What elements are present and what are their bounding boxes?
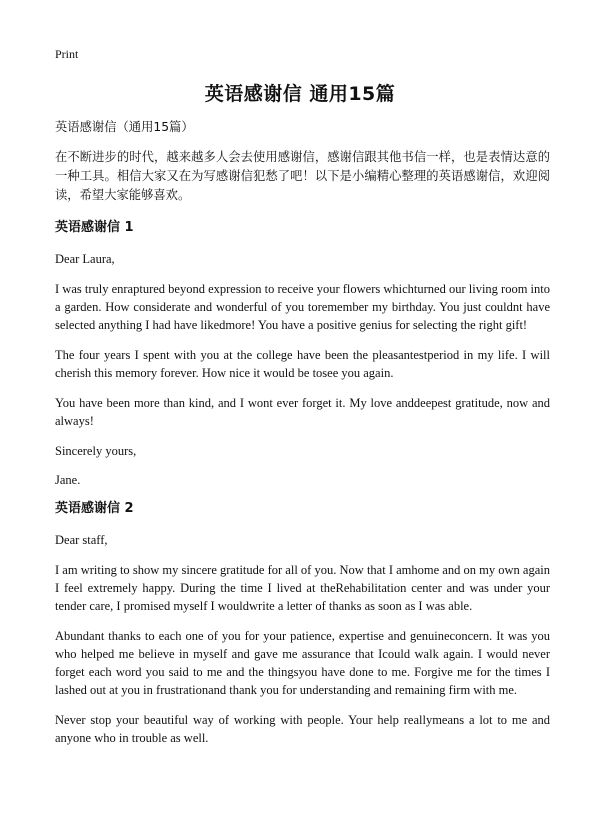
document-body	[55, 118, 550, 759]
letter-2-salutation: Dear staff,	[55, 533, 108, 547]
letter-1-salutation: Dear Laura,	[55, 252, 115, 266]
letter-2-paragraph-3: Never stop your beautiful way of working with people. Your help reallymeans a lot to me and anyone who in trouble as well.	[55, 713, 550, 745]
letter-2	[55, 500, 550, 747]
letter-1-paragraph-1: I was truly enraptured beyond expression to receive your flowers whichturned our living room into a garden. How considerate and wonderful of you toremember my birthday. You just couldnt have selected anything I had have likedmore! You have a positive genius for selecting the right gift!	[55, 282, 551, 332]
letter-1-paragraph-2: The four years I spent with you at the college have been the pleasantestperiod in my life. I will cherish this memory forever. How nice it would be tosee you again.	[55, 348, 550, 380]
document-subtitle: 英语感谢信（通用15篇）	[55, 120, 194, 134]
letter-2-heading: 英语感谢信 2	[55, 501, 134, 516]
letter-2-paragraph-1: I am writing to show my sincere gratitude for all of you. Now that I amhome and on my own again I feel extremely happy. During the time I lived at theRehabilitation center and was under your tender care, I promised myself I wouldwrite a letter of thanks as soon as I was able.	[55, 563, 550, 613]
letter-2-paragraph-2: Abundant thanks to each one of you for your patience, expertise and genuineconcern. It was you who helped me believe in myself and gave me assurance that Icould walk again. I would never forget each word you said to me and the thingsyou have done to me. Forgive me for the times I lashed out at you in frustrationand thank you for understanding and remaining firm with me.	[55, 629, 550, 697]
letter-1-heading: 英语感谢信 1	[55, 220, 134, 235]
letter-1	[55, 219, 550, 489]
letter-1-signature: Jane.	[55, 473, 81, 487]
intro-paragraph: 在不断进步的时代，越来越多人会去使用感谢信，感谢信跟其他书信一样，也是表情达意的一种工具。相信大家又在为写感谢信犯愁了吧！以下是小编精心整理的英语感谢信，欢迎阅读，希望大家能够喜欢。	[55, 150, 550, 202]
letter-1-closing: Sincerely yours,	[55, 444, 137, 458]
letter-1-paragraph-3: You have been more than kind, and I wont ever forget it. My love anddeepest gratitude, now and always!	[55, 396, 550, 428]
page-title: 英语感谢信 通用15篇	[204, 83, 396, 105]
print-link[interactable]: Print	[55, 47, 79, 61]
